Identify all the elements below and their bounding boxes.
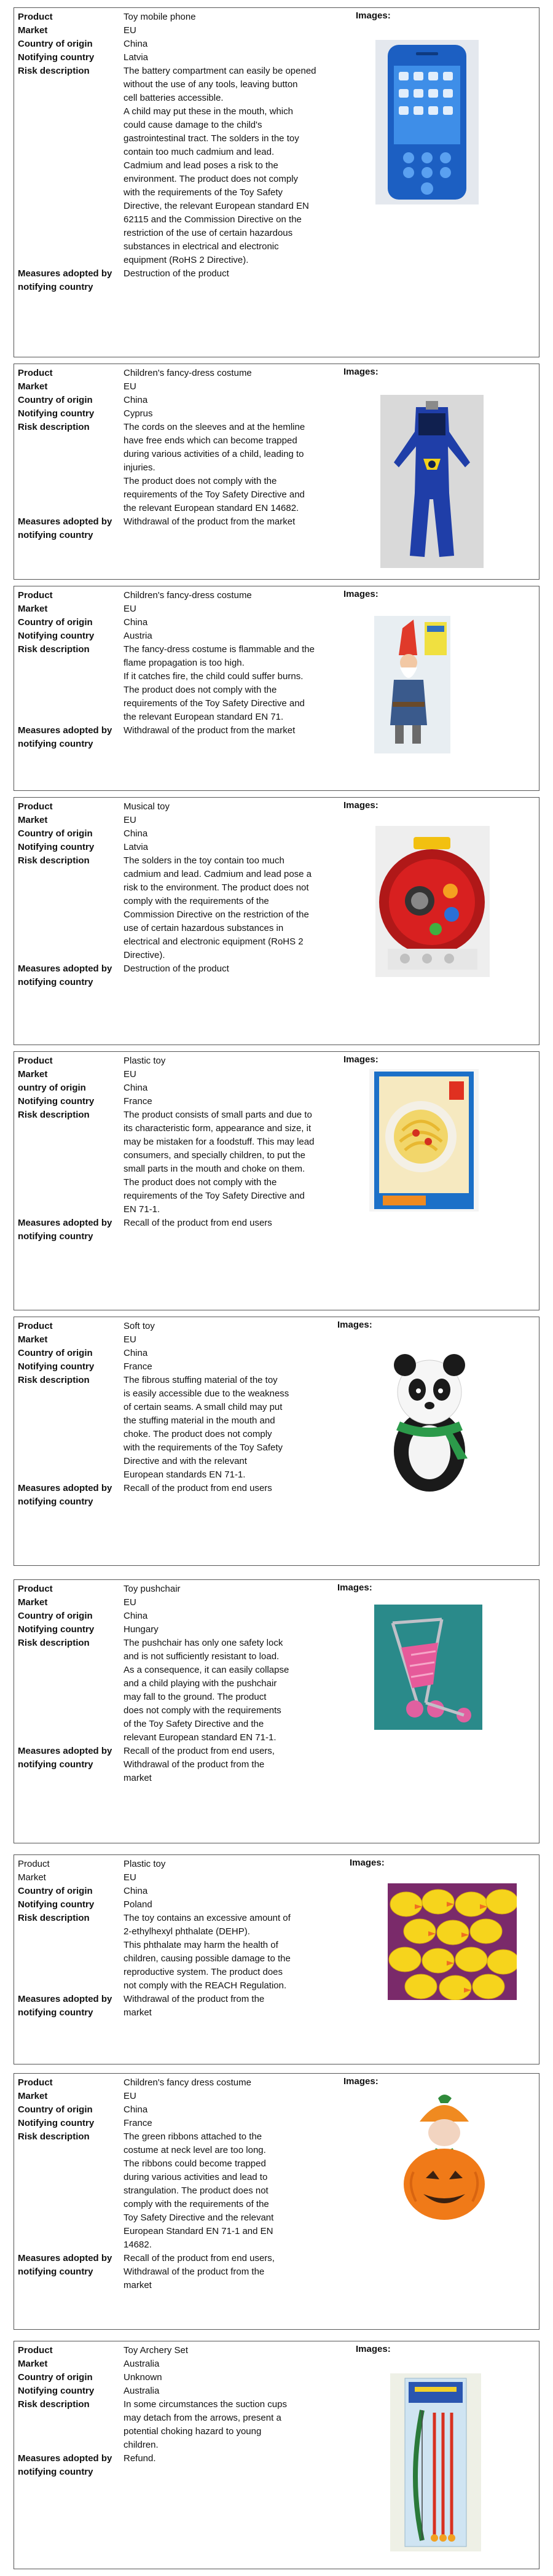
measures-label: Measures adopted by notifying country <box>18 1218 112 1242</box>
risk-label: Risk description <box>18 1375 90 1385</box>
images-label: Images: <box>350 1858 385 1868</box>
risk-value: The cords on the sleeves and at the hemline have free ends which can become trapped during various activities of a child, leading to injuries. The product does not comply with the requirements of the Toy Safety Directive and the relevant European standard EN 14682. <box>124 422 305 513</box>
product-table <box>18 1582 346 1785</box>
product-value: Toy pushchair <box>124 1584 181 1594</box>
country-label: ountry of origin <box>18 1083 86 1093</box>
product-value: Children's fancy-dress costume <box>124 368 252 378</box>
food-toy-image <box>369 1069 479 1212</box>
country-label: Country of origin <box>18 1886 93 1896</box>
product-table <box>18 1320 346 1509</box>
images-label: Images: <box>343 1054 378 1065</box>
measures-value: Withdrawal of the product from the market <box>124 725 296 736</box>
notifying-label: Notifying country <box>18 2386 95 2396</box>
panda-image <box>375 1342 484 1496</box>
market-value: EU <box>124 815 136 825</box>
country-label: Country of origin <box>18 395 93 405</box>
market-label: Market <box>18 604 48 614</box>
market-value: EU <box>124 1872 136 1883</box>
notifying-value: France <box>124 1361 152 1372</box>
measures-label: Measures adopted by notifying country <box>18 2453 112 2477</box>
market-value: EU <box>124 25 136 36</box>
market-label: Market <box>18 25 48 36</box>
images-label: Images: <box>356 10 391 21</box>
pumpkin-costume-image <box>395 2092 493 2227</box>
country-label: Country of origin <box>18 1348 93 1358</box>
risk-label: Risk description <box>18 855 90 866</box>
notifying-value: Latvia <box>124 842 149 852</box>
country-value: China <box>124 1611 148 1621</box>
market-label: Market <box>18 2359 48 2369</box>
country-value: China <box>124 395 148 405</box>
measures-label: Measures adopted by notifying country <box>18 963 112 987</box>
notifying-value: France <box>124 1096 152 1107</box>
product-value: Children's fancy dress costume <box>124 2077 251 2088</box>
product-value: Plastic toy <box>124 1859 166 1869</box>
measures-value: Recall of the product from end users <box>124 1218 272 1228</box>
notifying-value: Latvia <box>124 52 149 63</box>
notifying-label: Notifying country <box>18 1361 95 1372</box>
product-table <box>18 1858 346 2020</box>
risk-value: The pushchair has only one safety lock and is not sufficiently resistant to load. As a consequence, it can easily collapse and a child playing with the pushchair may fall to the ground. The product does not comply with the requirements of the Toy Safety Directive and the relevant European standard EN 71-1. <box>124 1638 289 1743</box>
measures-label: Measures adopted by notifying country <box>18 1994 112 2018</box>
product-table <box>18 800 346 989</box>
country-label: Country of origin <box>18 617 93 628</box>
market-value: EU <box>124 381 136 392</box>
country-value: China <box>124 1886 148 1896</box>
notifying-label: Notifying country <box>18 1096 95 1107</box>
product-table <box>18 2076 346 2292</box>
product-table <box>18 10 346 294</box>
market-label: Market <box>18 381 48 392</box>
product-value: Musical toy <box>124 801 170 812</box>
measures-value: Destruction of the product <box>124 268 229 279</box>
notifying-label: Notifying country <box>18 1624 95 1635</box>
notifying-value: Australia <box>124 2386 160 2396</box>
notifying-label: Notifying country <box>18 408 95 419</box>
images-label: Images: <box>343 800 378 811</box>
product-value: Children's fancy-dress costume <box>124 590 252 601</box>
risk-value: In some circumstances the suction cups may detach from the arrows, present a potential choking hazard to young children. <box>124 2399 287 2450</box>
market-value: EU <box>124 1069 136 1080</box>
product-value: Soft toy <box>124 1321 155 1331</box>
measures-value: Destruction of the product <box>124 963 229 974</box>
market-label: Market <box>18 1069 48 1080</box>
product-label: Product <box>18 801 53 812</box>
product-label: Product <box>18 590 53 601</box>
product-card <box>14 1854 539 2064</box>
archery-set-image <box>390 2373 481 2551</box>
country-label: Country of origin <box>18 828 93 839</box>
product-card <box>14 2341 539 2569</box>
measures-label: Measures adopted by notifying country <box>18 268 112 292</box>
measures-label: Measures adopted by notifying country <box>18 725 112 749</box>
product-label: Product <box>18 2077 53 2088</box>
product-label: Product <box>18 12 53 22</box>
measures-label: Measures adopted by notifying country <box>18 2253 112 2277</box>
risk-value: The product consists of small parts and due to its characteristic form, appearance and size, it may be mistaken for a foodstuff. This may lead consumers, and specially children, to put the small parts in the mouth and choke on them. The product does not comply with the requirements of the Toy Safety Directive and EN 71-1. <box>124 1110 315 1215</box>
market-label: Market <box>18 815 48 825</box>
country-value: China <box>124 1083 148 1093</box>
product-label: Product <box>18 2345 53 2356</box>
images-label: Images: <box>356 2344 391 2354</box>
risk-value: The fancy-dress costume is flammable and the flame propagation is too high. If it catches fire, the child could suffer burns. The product does not comply with the requirements of the Toy Safety Directive and the relevant European standard EN 71. <box>124 644 315 722</box>
country-value: China <box>124 39 148 49</box>
product-card <box>14 7 539 357</box>
risk-value: The solders in the toy contain too much cadmium and lead. Cadmium and lead pose a risk to the environment. The product does not comply with the requirements of the Commission Directive on the restriction of the use of certain hazardous substances in electrical and electronic equipment (RoHS 2 Directive). <box>124 855 312 960</box>
market-value: EU <box>124 604 136 614</box>
risk-label: Risk description <box>18 2131 90 2142</box>
product-table <box>18 367 346 542</box>
risk-label: Risk description <box>18 1913 90 1923</box>
measures-value: Recall of the product from end users, Withdrawal of the product from the market <box>124 1746 275 1783</box>
country-value: Unknown <box>124 2372 162 2383</box>
product-table <box>18 1054 346 1243</box>
measures-value: Recall of the product from end users, Withdrawal of the product from the market <box>124 2253 275 2290</box>
images-label: Images: <box>343 589 378 599</box>
risk-label: Risk description <box>18 644 90 655</box>
product-label: Product <box>18 1056 53 1066</box>
product-label: Product <box>18 368 53 378</box>
product-card <box>14 2073 539 2330</box>
measures-value: Withdrawal of the product from the market <box>124 516 296 527</box>
measures-label: Measures adopted by notifying country <box>18 1483 112 1507</box>
images-label: Images: <box>337 1582 372 1593</box>
toy-phone-image <box>375 40 479 204</box>
country-label: Country of origin <box>18 2372 93 2383</box>
notifying-label: Notifying country <box>18 1899 95 1910</box>
market-label: Market <box>18 1872 46 1883</box>
risk-label: Risk description <box>18 2399 90 2410</box>
measures-value: Refund. <box>124 2453 156 2464</box>
notifying-label: Notifying country <box>18 631 95 641</box>
product-card <box>14 797 539 1045</box>
notifying-label: Notifying country <box>18 52 95 63</box>
notifying-value: Poland <box>124 1899 152 1910</box>
market-value: Australia <box>124 2359 160 2369</box>
product-card <box>14 1051 539 1310</box>
risk-value: The toy contains an excessive amount of 2-ethylhexyl phthalate (DEHP). This phthalate may harm the health of children, causing possible damage to the reproductive system. The product does not comply with the REACH Regulation. <box>124 1913 291 1991</box>
pushchair-image <box>374 1605 482 1730</box>
risk-label: Risk description <box>18 66 90 76</box>
notifying-value: Cyprus <box>124 408 153 419</box>
product-card <box>14 1579 539 1843</box>
notifying-label: Notifying country <box>18 842 95 852</box>
blue-costume-image <box>380 395 484 568</box>
risk-label: Risk description <box>18 1638 90 1648</box>
market-label: Market <box>18 1334 48 1345</box>
product-card <box>14 364 539 580</box>
measures-label: Measures adopted by notifying country <box>18 1746 112 1770</box>
images-label: Images: <box>337 1320 372 1330</box>
measures-value: Withdrawal of the product from the market <box>124 1994 265 2018</box>
notifying-value: Hungary <box>124 1624 159 1635</box>
risk-value: The green ribbons attached to the costume at neck level are too long. The ribbons could become trapped during various activities and lead to strangulation. The product does not comply with the requirements of the Toy Safety Directive and the relevant European Standard EN 71-1 and EN 14682. <box>124 2131 274 2250</box>
gnome-costume-image <box>374 616 450 753</box>
product-label: Product <box>18 1321 53 1331</box>
musical-toy-image <box>375 826 490 977</box>
market-value: EU <box>124 1597 136 1608</box>
product-value: Toy Archery Set <box>124 2345 189 2356</box>
notifying-value: Austria <box>124 631 152 641</box>
notifying-value: France <box>124 2118 152 2128</box>
images-label: Images: <box>343 367 378 377</box>
country-label: Country of origin <box>18 1611 93 1621</box>
risk-value: The battery compartment can easily be opened without the use of any tools, leaving button cell batteries accessible. A child may put these in the mouth, which could cause damage to the child's gastrointestinal tract. The solders in the toy contain too much cadmium and lead. Cadmium and lead poses a risk to the environment. The product does not comply with the requirements of the Toy Safety Directive, the relevant European standard EN 62115 and the Commission Directive on the restriction of the use of certain hazardous substances in electrical and electronic equipment (RoHS 2 Directive). <box>124 66 316 265</box>
rubber-ducks-image <box>388 1883 517 2000</box>
notifying-label: Notifying country <box>18 2118 95 2128</box>
product-value: Plastic toy <box>124 1056 166 1066</box>
product-table <box>18 2344 346 2479</box>
measures-value: Recall of the product from end users <box>124 1483 272 1493</box>
product-label: Product <box>18 1859 50 1869</box>
country-label: Country of origin <box>18 39 93 49</box>
country-value: China <box>124 617 148 628</box>
product-label: Product <box>18 1584 53 1594</box>
measures-label: Measures adopted by notifying country <box>18 516 112 540</box>
market-value: EU <box>124 1334 136 1345</box>
country-value: China <box>124 1348 148 1358</box>
risk-label: Risk description <box>18 422 90 432</box>
risk-label: Risk description <box>18 1110 90 1120</box>
market-label: Market <box>18 2091 48 2101</box>
product-card <box>14 1317 539 1566</box>
product-value: Toy mobile phone <box>124 12 196 22</box>
country-value: China <box>124 828 148 839</box>
market-value: EU <box>124 2091 136 2101</box>
country-value: China <box>124 2104 148 2115</box>
images-label: Images: <box>343 2076 378 2087</box>
market-label: Market <box>18 1597 48 1608</box>
product-table <box>18 589 346 751</box>
product-card <box>14 586 539 791</box>
country-label: Country of origin <box>18 2104 93 2115</box>
risk-value: The fibrous stuffing material of the toy is easily accessible due to the weakness of certain seams. A small child may put the stuffing material in the mouth and choke. The product does not comply with the requirements of the Toy Safety Directive and with the relevant European standards EN 71-1. <box>124 1375 289 1480</box>
